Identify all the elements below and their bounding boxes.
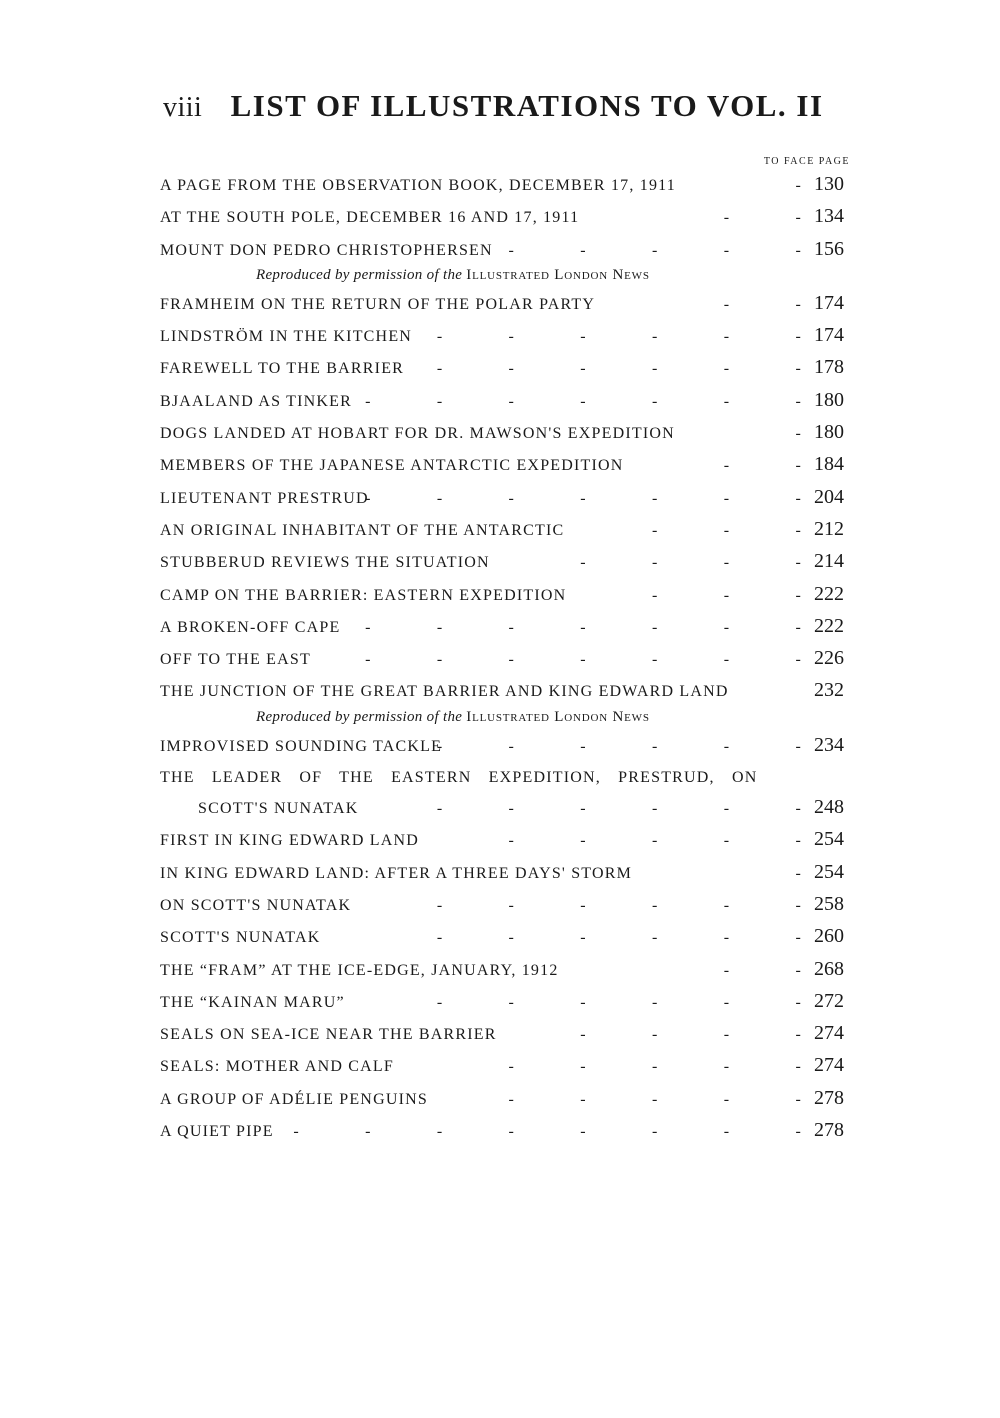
list-item [152,483,852,515]
leader-dashes: - - - - - - [436,328,802,346]
leader-dashes: - - - - - - - [365,618,802,636]
entry-page: 222 [814,614,844,637]
entry-page: 204 [814,485,844,508]
entry-title: AT THE SOUTH POLE, DECEMBER 16 AND 17, 1911 [160,209,580,227]
entry-page: 134 [814,205,844,228]
list-item [152,1116,852,1148]
entry-title: FAREWELL TO THE BARRIER [160,360,405,378]
list-item [152,418,852,450]
leader-dashes: - - - - - - - - [293,1123,802,1141]
list-item [152,353,852,385]
list-item [152,612,852,644]
entry-page: 274 [814,1022,844,1045]
leader-dashes: - - - - - - [436,800,802,818]
list-item [152,202,852,234]
credit-prefix: Reproduced by permission of the [256,266,463,283]
leader-dashes: - [795,864,802,882]
list-item [152,580,852,612]
entry-page: 180 [814,421,844,444]
leader-dashes: - - - - - [508,1058,802,1076]
entry-title: SEALS ON SEA-ICE NEAR THE BARRIER [160,1026,497,1044]
entry-page: 268 [814,957,844,980]
entry-page: 226 [814,647,844,670]
entry-title: SEALS: MOTHER AND CALF [160,1058,394,1076]
page-number: viii [163,92,203,123]
entry-page: 258 [814,892,844,915]
list-item [152,731,852,763]
entry-page: 274 [814,1054,844,1077]
leader-dashes: - - [723,209,802,227]
entry-title: A BROKEN-OFF CAPE [160,618,341,636]
entry-title: AN ORIGINAL INHABITANT OF THE ANTARCTIC [160,521,565,539]
entry-title: CAMP ON THE BARRIER: EASTERN EXPEDITION [160,586,567,604]
leader-dashes: - - - - - - - [365,392,802,410]
list-item [152,321,852,353]
entry-page: 234 [814,733,844,756]
leader-dashes: - [795,425,802,443]
image-credit [152,709,852,731]
entry-title: FIRST IN KING EDWARD LAND [160,832,420,850]
entry-title: MOUNT DON PEDRO CHRISTOPHERSEN [160,241,493,259]
entry-title: SCOTT'S NUNATAK [160,929,321,947]
list-item [152,955,852,987]
leader-dashes: - - - [652,521,802,539]
list-item [152,825,852,857]
entry-title: THE “FRAM” AT THE ICE-EDGE, JANUARY, 1912 [160,961,559,979]
entry-title: LINDSTRÖM IN THE KITCHEN [160,328,413,346]
page-header [163,88,824,124]
entry-page: 130 [814,173,844,195]
leader-dashes: - - - - - [508,241,802,259]
leader-dashes: - - - - - - [436,993,802,1011]
entry-title: IN KING EDWARD LAND: AFTER A THREE DAYS' STORM [160,864,633,882]
entry-title: BJAALAND AS TINKER [160,392,352,410]
leader-dashes: - - [723,295,802,313]
list-item [152,235,852,267]
entry-title: FRAMHEIM ON THE RETURN OF THE POLAR PARTY [160,295,596,313]
entry-title: A GROUP OF ADÉLIE PENGUINS [160,1090,428,1108]
entry-title: THE “KAINAN MARU” [160,993,345,1011]
leader-dashes: - - - - - - [436,929,802,947]
list-item [152,858,852,890]
list-item-line [152,763,852,793]
entry-page: 260 [814,925,844,948]
list-item [152,676,852,708]
credit-prefix: Reproduced by permission of the [256,708,463,725]
entry-title: A PAGE FROM THE OBSERVATION BOOK, DECEMBER 17, 1911 [160,177,676,194]
entry-page: 214 [814,550,844,573]
list-item [152,644,852,676]
entry-page: 248 [814,796,844,819]
list-item [152,890,852,922]
entry-title: STUBBERUD REVIEWS THE SITUATION [160,554,490,572]
credit-source: Illustrated London News [466,708,650,725]
leader-dashes: - - - - - - [436,360,802,378]
credit-source: Illustrated London News [466,266,650,283]
entry-title: IMPROVISED SOUNDING TACKLE [160,737,443,755]
page-title: LIST OF ILLUSTRATIONS TO VOL. II [230,88,824,123]
entry-title-line2: SCOTT'S NUNATAK [198,800,359,818]
entry-page: 212 [814,517,844,540]
entry-page: 232 [814,679,844,702]
leader-dashes: - - - - [580,1026,802,1044]
entry-title: LIEUTENANT PRESTRUD [160,489,369,507]
entry-page: 222 [814,582,844,605]
column-heading: TO FACE PAGE [763,156,850,167]
entry-title-line1: THE LEADER OF THE EASTERN EXPEDITION, PRESTRUD, ON [160,769,758,787]
list-item [152,793,852,825]
leader-dashes: - - - - - [508,832,802,850]
entry-title: ON SCOTT'S NUNATAK [160,896,352,914]
entry-title: A QUIET PIPE [160,1123,274,1141]
leader-dashes: - - - - - [508,1090,802,1108]
list-item [152,289,852,321]
list-item [152,1019,852,1051]
leader-dashes: - - - - - - [436,737,802,755]
list-item [152,386,852,418]
entry-page: 254 [814,828,844,851]
leader-dashes: - - - - - - - [365,489,802,507]
leader-dashes: - - [723,457,802,475]
leader-dashes: - - - - - - - [365,651,802,669]
entry-page: 272 [814,989,844,1012]
list-item [152,922,852,954]
leader-dashes: - - - - [580,554,802,572]
entry-title: DOGS LANDED AT HOBART FOR DR. MAWSON'S EXPEDITION [160,425,675,443]
illustration-list [152,170,852,1148]
entry-page: 174 [814,324,844,347]
leader-dashes: - - [723,961,802,979]
list-item [152,1084,852,1116]
entry-page: 254 [814,860,844,883]
list-item [152,170,852,202]
entry-page: 278 [814,1119,844,1142]
entry-page: 174 [814,291,844,314]
entry-page: 278 [814,1086,844,1109]
entry-page: 180 [814,388,844,411]
leader-dashes: - [795,177,802,194]
image-credit [152,267,852,289]
list-item [152,515,852,547]
list-item [152,450,852,482]
entry-page: 156 [814,237,844,260]
entry-title: THE JUNCTION OF THE GREAT BARRIER AND KING EDWARD LAND [160,683,729,701]
entry-title: OFF TO THE EAST [160,651,311,669]
list-item [152,547,852,579]
leader-dashes: - - - - - - [436,896,802,914]
list-item [152,1051,852,1083]
entry-page: 184 [814,453,844,476]
list-item [152,987,852,1019]
leader-dashes: - - - [652,586,802,604]
entry-title: MEMBERS OF THE JAPANESE ANTARCTIC EXPEDITION [160,457,624,475]
entry-page: 178 [814,356,844,379]
